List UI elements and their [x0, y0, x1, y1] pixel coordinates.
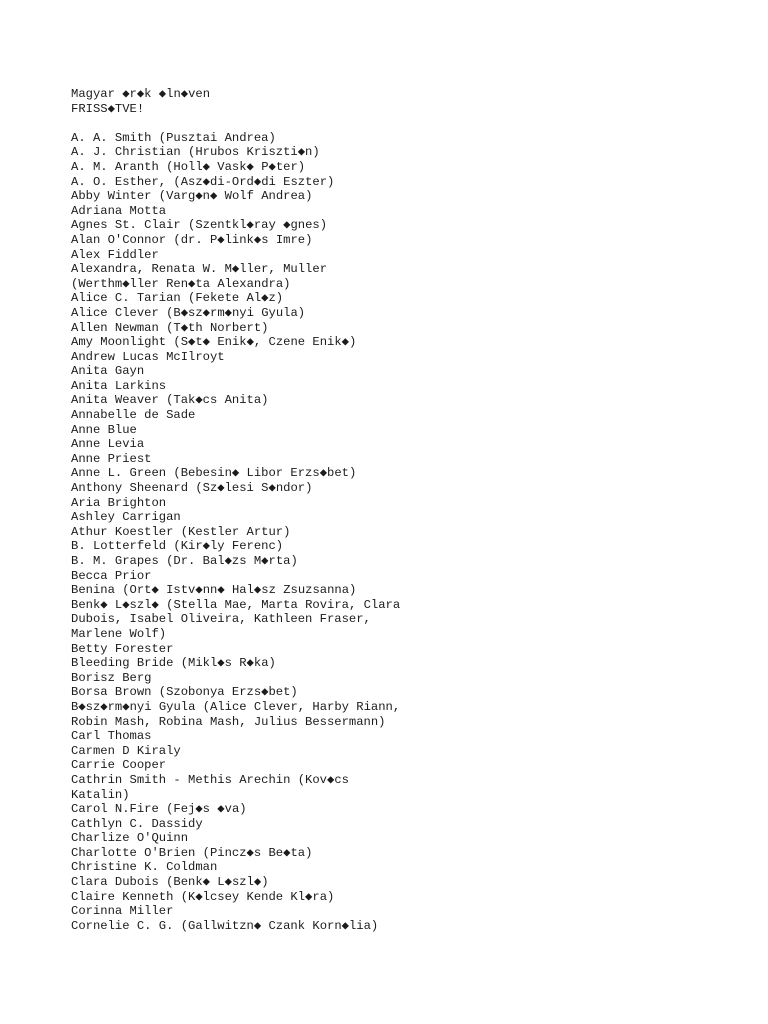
author-entry: Katalin): [71, 787, 130, 802]
author-entry: Carmen D Kiraly: [71, 743, 181, 758]
author-entry: Becca Prior: [71, 568, 152, 583]
author-entry: Carl Thomas: [71, 729, 152, 744]
author-entry: B. Lotterfeld (Kir◆ly Ferenc): [71, 539, 284, 554]
author-list: [71, 131, 751, 934]
author-entry: Abby Winter (Varg◆n◆ Wolf Andrea): [71, 189, 313, 204]
document-text: [71, 87, 751, 933]
author-entry: A. O. Esther, (Asz◆di-Ord◆di Eszter): [71, 174, 335, 189]
author-entry: Carol N.Fire (Fej◆s ◆va): [71, 802, 247, 817]
blank-line: [71, 116, 751, 131]
author-entry: Anne L. Green (Bebesin◆ Libor Erzs◆bet): [71, 466, 357, 481]
author-entry: Borisz Berg: [71, 670, 152, 685]
author-entry: Christine K. Coldman: [71, 860, 218, 875]
author-entry: B. M. Grapes (Dr. Bal◆zs M◆rta): [71, 554, 298, 568]
author-entry: Agnes St. Clair (Szentkl◆ray ◆gnes): [71, 218, 328, 233]
author-entry: Robin Mash, Robina Mash, Julius Bessermann): [71, 714, 386, 729]
author-entry: Anne Priest: [71, 451, 152, 466]
author-entry: Benk◆ L◆szl◆ (Stella Mae, Marta Rovira, Clara: [71, 597, 401, 612]
author-entry: Carrie Cooper: [71, 758, 167, 773]
author-entry: Anita Gayn: [71, 364, 145, 379]
author-entry: Annabelle de Sade: [71, 408, 196, 423]
author-entry: Adriana Motta: [71, 203, 167, 218]
author-entry: Alan O'Connor (dr. P◆link◆s Imre): [71, 232, 313, 247]
author-entry: Anne Blue: [71, 422, 137, 437]
author-entry: Borsa Brown (Szobonya Erzs◆bet): [71, 685, 298, 700]
author-entry: Andrew Lucas McIlroyt: [71, 349, 225, 364]
author-entry: Alexandra, Renata W. M◆ller, Muller: [71, 262, 328, 277]
author-entry: Amy Moonlight (S◆t◆ Enik◆, Czene Enik◆): [71, 335, 357, 350]
author-entry: Cathrin Smith - Methis Arechin (Kov◆cs: [71, 772, 349, 787]
author-entry: Dubois, Isabel Oliveira, Kathleen Fraser,: [71, 612, 371, 627]
author-entry: Anne Levia: [71, 437, 145, 452]
author-entry: Claire Kenneth (K◆lcsey Kende Kl◆ra): [71, 889, 335, 904]
author-entry: Benina (Ort◆ Istv◆nn◆ Hal◆sz Zsuzsanna): [71, 583, 357, 598]
author-entry: Charlotte O'Brien (Pincz◆s Be◆ta): [71, 845, 313, 860]
author-entry: A. J. Christian (Hrubos Kriszti◆n): [71, 145, 320, 160]
author-entry: Clara Dubois (Benk◆ L◆szl◆): [71, 875, 269, 890]
author-entry: Corinna Miller: [71, 904, 174, 919]
author-entry: Anita Weaver (Tak◆cs Anita): [71, 393, 269, 408]
document-subtitle: FRISS◆TVE!: [71, 101, 145, 116]
author-entry: Allen Newman (T◆th Norbert): [71, 320, 269, 335]
author-entry: Charlize O'Quinn: [71, 831, 189, 846]
author-entry: Ashley Carrigan: [71, 510, 181, 525]
author-entry: Marlene Wolf): [71, 626, 167, 641]
author-entry: Anthony Sheenard (Sz◆lesi S◆ndor): [71, 481, 313, 496]
author-entry: Alice Clever (B◆sz◆rm◆nyi Gyula): [71, 305, 306, 320]
author-entry: Anita Larkins: [71, 378, 167, 393]
author-entry: (Werthm◆ller Ren◆ta Alexandra): [71, 276, 291, 291]
author-entry: Alice C. Tarian (Fekete Al◆z): [71, 291, 284, 306]
author-entry: Aria Brighton: [71, 495, 167, 510]
author-entry: Betty Forester: [71, 641, 174, 656]
author-entry: A. A. Smith (Pusztai Andrea): [71, 130, 276, 145]
author-entry: Cathlyn C. Dassidy: [71, 816, 203, 831]
author-entry: Athur Koestler (Kestler Artur): [71, 524, 291, 539]
author-entry: A. M. Aranth (Holl◆ Vask◆ P◆ter): [71, 159, 306, 174]
author-entry: B◆sz◆rm◆nyi Gyula (Alice Clever, Harby Riann,: [71, 699, 401, 714]
author-entry: Bleeding Bride (Mikl◆s R◆ka): [71, 656, 276, 671]
author-entry: Cornelie C. G. (Gallwitzn◆ Czank Korn◆lia): [71, 918, 379, 933]
author-entry: Alex Fiddler: [71, 247, 159, 262]
document-title: Magyar ◆r◆k ◆ln◆ven: [71, 87, 211, 101]
